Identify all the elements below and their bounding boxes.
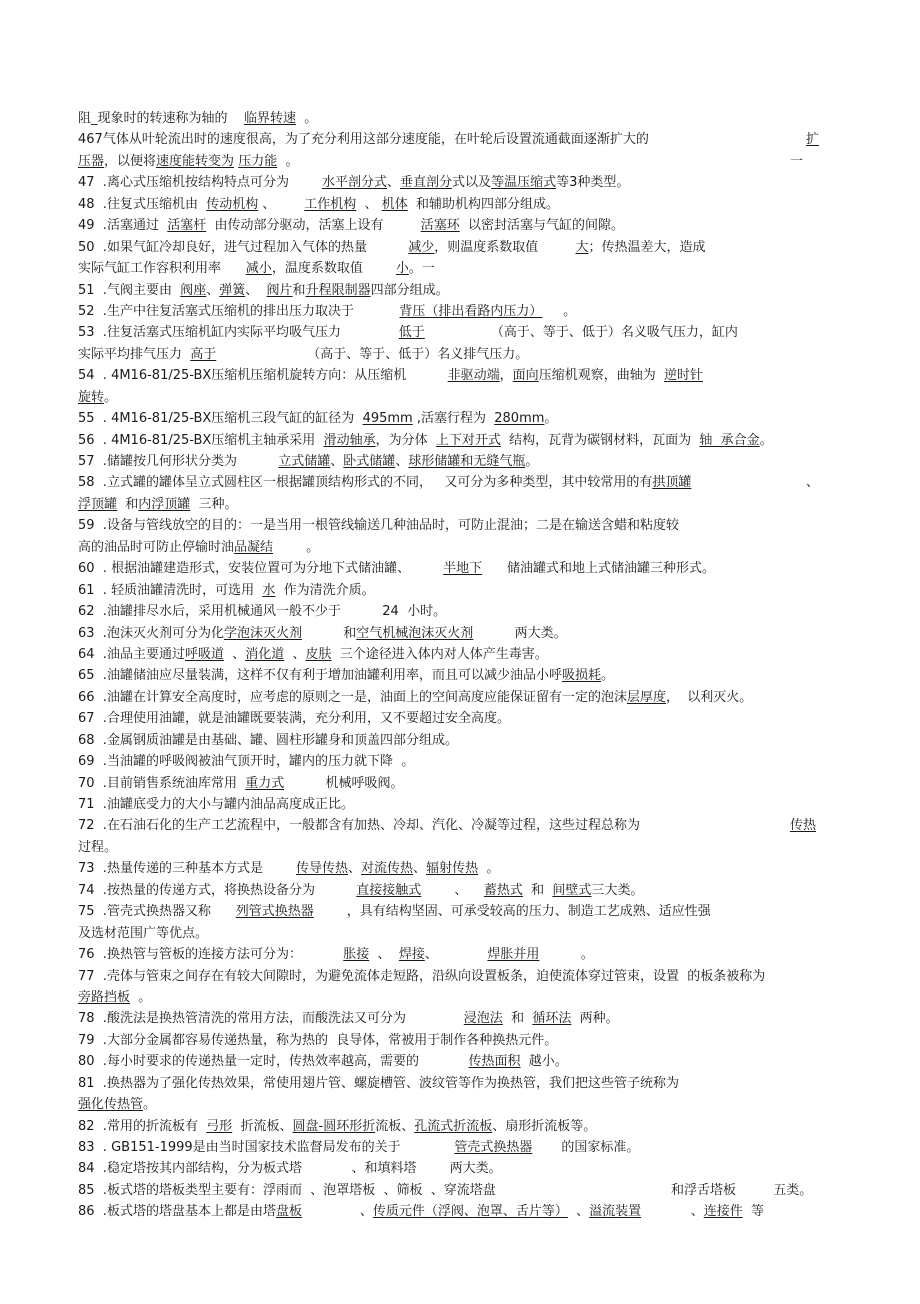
text-segment: 由传动部分驱动，活塞上设有: [206, 218, 421, 234]
text-segment: ,活塞行程为: [412, 411, 495, 427]
filled-answer: 压器: [78, 153, 105, 169]
text-segment: 55 . 4M16-81/25-BX压缩机三段气缸的缸径为: [78, 411, 363, 427]
text-segment: 77 .壳体与管束之间存在有较大间隙时，为避免流体走短路，沿纵向设置板条，迫使流体穿过管束，设置 的板条被称为: [78, 968, 766, 984]
text-segment: 。: [542, 303, 577, 319]
text-segment: 三大类。: [591, 882, 644, 898]
text-line: [78, 708, 830, 729]
text-segment: 66 .油罐在计算安全高度时，应考虑的原则之一是，油面上的空间高度应能保证留有一定的泡沫: [78, 689, 627, 705]
text-line: [78, 280, 830, 301]
text-segment: 以密封活塞与气缸的间隙。: [459, 218, 624, 234]
text-segment: 储油罐式和地上式储油罐三种形式。: [482, 561, 715, 577]
filled-answer: 浸泡法: [463, 1011, 503, 1027]
filled-answer: 盘板: [275, 1204, 302, 1220]
text-line: [78, 944, 830, 965]
filled-answer: 焊胀并用: [487, 947, 540, 963]
text-segment: 和浮舌塔板 五类。: [671, 1182, 813, 1198]
text-segment: 、: [387, 175, 401, 191]
filled-answer: 溢流装置: [589, 1204, 642, 1220]
text-line: [78, 1073, 830, 1094]
filled-answer: 呼吸道: [184, 646, 224, 662]
filled-answer: 背压（排出看路内压力）: [399, 303, 543, 319]
text-line: [78, 365, 830, 386]
text-line: [78, 301, 830, 322]
text-segment: 83 . GB151-1999是由当时国家技术监督局发布的关于: [78, 1140, 455, 1155]
text-segment: 三种。: [190, 496, 238, 512]
text-segment: 越小。: [520, 1054, 568, 1070]
text-segment: 、: [641, 1204, 704, 1220]
filled-answer: 消化道: [245, 646, 285, 662]
text-segment: 48 .往复式压缩机由: [78, 196, 207, 212]
text-segment: 57 .储罐按几何形状分类为: [78, 454, 279, 469]
text-segment: 三个途径进入体内对人体产生毒害。: [331, 646, 548, 662]
text-segment: 65 .油罐储油应尽量装满，这样不仅有利于增加油罐利用率，而且可以减少油品小呼: [78, 668, 562, 684]
filled-answer: 管壳式换热器: [454, 1140, 533, 1155]
text-segment: 、: [356, 196, 382, 212]
filled-answer: 传热: [790, 818, 817, 834]
text-segment: 。: [600, 668, 614, 684]
filled-answer: 层厚度: [626, 689, 666, 705]
text-segment: 、: [301, 1204, 373, 1220]
filled-answer: 胀接: [343, 947, 370, 963]
text-segment: 。: [130, 989, 152, 1005]
text-segment: （高于、等于、低于）名义排气压力。: [216, 346, 529, 362]
filled-answer: 升程限制器: [305, 282, 371, 298]
filled-answer: 高于: [190, 346, 217, 362]
filled-answer: 连接件: [703, 1204, 743, 1220]
filled-answer: 间壁式: [552, 882, 592, 898]
filled-answer: 传热面积: [468, 1054, 521, 1070]
text-line: [78, 623, 830, 644]
text-segment: 49 .活塞通过: [78, 218, 168, 234]
filled-answer: 传动机构: [206, 196, 259, 212]
text-segment: 的国家标准。: [532, 1140, 640, 1155]
text-segment: 59 .设备与管线放空的目的：一是当用一根管线输送几种油品时，可防止混油；二是在输送含蜡和粘度较: [78, 518, 679, 534]
text-segment: 结构，瓦背为碳钢材料，瓦面为: [500, 432, 700, 448]
text-segment: 、: [348, 861, 362, 877]
filled-answer: 活塞杆: [167, 218, 207, 234]
filled-answer: 辐射传热: [426, 861, 479, 877]
text-segment: 、: [567, 1204, 590, 1220]
text-line: [78, 472, 830, 493]
text-segment: 折流板、: [232, 1118, 293, 1134]
filled-answer: 旁路挡板: [78, 989, 131, 1005]
text-segment: 式以及: [452, 175, 492, 191]
text-segment: 。: [525, 454, 539, 469]
text-line: [78, 408, 830, 429]
text-line: [78, 1051, 830, 1072]
text-segment: 机械呼吸阀。: [284, 775, 404, 791]
filled-answer: 工作机构: [304, 196, 357, 212]
text-segment: 56 . 4M16-81/25-BX压缩机主轴承采用: [78, 432, 324, 448]
text-segment: 、: [369, 947, 399, 963]
text-line: [78, 1201, 830, 1222]
filled-answer: 蓄热式: [483, 882, 523, 898]
filled-answer: 495mm: [362, 411, 413, 427]
text-line: [78, 901, 830, 922]
text-segment: 和: [522, 882, 553, 898]
filled-answer: 垂直剖分: [400, 175, 453, 191]
filled-answer: 直接接触式: [356, 882, 422, 898]
text-segment: 高的油品时可防止停输时油: [78, 539, 235, 555]
filled-answer: 品凝结: [234, 539, 274, 555]
text-segment: 、: [284, 646, 306, 662]
text-line: [78, 1008, 830, 1029]
text-segment: 467气体从叶轮流出时的速度很高，为了充分利用这部分速度能，在叶轮后设置流通截面逐渐扩大的: [78, 132, 649, 148]
filled-answer: 循环法: [532, 1011, 572, 1027]
filled-answer: 强化传热管: [78, 1097, 144, 1113]
filled-answer: 上下对开式: [435, 432, 501, 448]
filled-answer: 机体: [381, 196, 408, 212]
text-line: [78, 172, 830, 193]
text-segment: 和: [301, 625, 357, 641]
text-segment: ，为分体: [375, 432, 436, 448]
filled-answer: 球形储罐和无缝气瓶: [408, 454, 526, 469]
filled-answer: 学泡沫灭火剂: [223, 625, 302, 641]
text-segment: 、: [258, 196, 305, 212]
text-segment: 84 .稳定塔按其内部结构，分为板式塔 、和填料塔 两大类。: [78, 1161, 502, 1177]
filled-answer: 等温压缩式: [491, 175, 557, 191]
filled-answer: 阀座: [180, 282, 207, 298]
filled-answer: 立式储罐: [278, 454, 331, 469]
text-line: [78, 215, 830, 236]
text-line: [78, 494, 830, 515]
text-segment: 及选材范围广等优点。: [78, 925, 209, 941]
text-line: [78, 773, 830, 794]
text-segment: 53 .往复活塞式压缩机缸内实际平均吸气压力: [78, 325, 399, 341]
filled-answer: 小: [395, 261, 409, 277]
text-line: [78, 1030, 830, 1051]
text-segment: 两大类。: [473, 625, 567, 641]
text-segment: 、: [395, 454, 409, 469]
text-segment: 等3种类型。: [556, 175, 630, 191]
text-line: [78, 387, 830, 408]
filled-answer: 逆时针: [663, 368, 703, 384]
filled-answer: 弓形: [206, 1118, 233, 1134]
text-segment: 。: [544, 411, 558, 427]
text-segment: 和: [292, 282, 306, 298]
filled-answer: 旋转: [78, 389, 105, 405]
text-segment: 52 .生产中往复活塞式压缩机的排出压力取决于: [78, 303, 400, 319]
text-segment: 63 .泡沫灭火剂可分为化: [78, 625, 224, 641]
text-segment: 和: [502, 1011, 533, 1027]
text-line: [78, 966, 830, 987]
text-segment: 实际平均排气压力: [78, 346, 191, 362]
text-segment: ， 以利灭火。: [665, 689, 753, 705]
filled-answer: 对流传热: [361, 861, 414, 877]
text-segment: 64 .油品主要通过: [78, 646, 185, 662]
text-line: [78, 151, 830, 172]
text-line: [78, 858, 830, 879]
text-segment: 78 .酸洗法是换热管清洗的常用方法，而酸洗法又可分为: [78, 1011, 464, 1027]
text-segment: ，温度系数取值: [271, 261, 396, 277]
filled-answer: 低于: [398, 325, 425, 341]
filled-answer: 卧式储罐: [343, 454, 396, 469]
text-segment: 76 .换热管与管板的连接方法可分为：: [78, 947, 344, 963]
text-segment: 、: [421, 882, 484, 898]
filled-answer: 弹簧: [219, 282, 246, 298]
text-segment: 75 .管壳式换热器又称: [78, 904, 236, 920]
filled-answer: 大: [575, 239, 589, 255]
text-segment: 74 .按热量的传递方式，将换热设备分为: [78, 882, 357, 898]
text-line: [78, 730, 830, 751]
text-line: [78, 108, 830, 129]
text-line: [78, 515, 830, 536]
text-line: [78, 794, 830, 815]
filled-answer: 拱顶罐: [652, 475, 692, 491]
text-segment: ，: [499, 368, 513, 384]
text-segment: 。: [273, 539, 320, 555]
filled-answer: 列管式换热器: [235, 904, 314, 920]
filled-answer: 速度能转变为: [156, 153, 235, 169]
text-segment: 实际气缸工作容积利用率: [78, 261, 246, 277]
text-segment: 。: [539, 947, 594, 963]
text-line: [78, 1180, 830, 1201]
text-line: [78, 837, 830, 858]
text-segment: 79 .大部分金属都容易传递热量，称为热的 良导体，常被用于制作各种换热元件。: [78, 1032, 558, 1048]
text-segment: 、: [223, 646, 246, 662]
text-segment: 、: [806, 475, 820, 491]
text-segment: 70 .目前销售系统油库常用: [78, 775, 246, 791]
text-line: [78, 558, 830, 579]
text-line: [78, 580, 830, 601]
text-line: [78, 537, 830, 558]
text-segment: ，以便将: [104, 153, 157, 169]
text-segment: 。一: [408, 261, 435, 277]
filled-answer: 浮顶罐: [78, 496, 118, 512]
text-line: [78, 923, 830, 944]
text-segment: 、扇形折流板等。: [492, 1118, 597, 1134]
filled-answer: 280mm: [494, 411, 545, 427]
text-segment: 51 .气阀主要由: [78, 282, 181, 298]
text-segment: 等: [742, 1204, 764, 1220]
filled-answer: 临界转速: [244, 111, 297, 126]
filled-answer: 轴 承合金: [699, 432, 760, 448]
text-segment: 、: [330, 454, 344, 469]
text-segment: 四部分组成。: [370, 282, 449, 298]
text-segment: 50 .如果气缸冷却良好，进气过程加入气体的热量: [78, 239, 409, 255]
text-segment: 两种。: [571, 1011, 619, 1027]
text-segment: 47 .离心式压缩机按结构特点可分为: [78, 175, 322, 191]
text-segment: 。: [277, 153, 299, 169]
filled-answer: 活塞环: [420, 218, 460, 234]
filled-answer: 圆盘-圆环形折: [292, 1118, 376, 1134]
filled-answer: 水: [262, 582, 276, 598]
text-segment: 68 .金属钢质油罐是由基础、罐、圆柱形罐身和顶盖四部分组成。: [78, 732, 458, 748]
filled-answer: 吸损耗: [561, 668, 601, 684]
text-line: [78, 644, 830, 665]
text-segment: 。: [759, 432, 773, 448]
filled-answer: 半地下: [443, 561, 483, 577]
text-segment: 67 .合理使用油罐，就是油罐既要装满，充分利用，又不要超过安全高度。: [78, 711, 510, 727]
text-segment: 作为清洗介质。: [275, 582, 375, 598]
filled-answer: 传质元件（浮阀、泡罩、舌片等）: [372, 1204, 568, 1220]
text-segment: 80 .每小时要求的传递热量一定时，传热效率越高，需要的: [78, 1054, 469, 1070]
filled-answer: 压力能: [238, 153, 278, 169]
text-segment: 85 .板式塔的塔板类型主要有：浮雨而 、泡罩塔板 、筛板 、穿流塔盘: [78, 1182, 496, 1198]
text-segment: 。: [104, 389, 118, 405]
filled-answer: 减小: [245, 261, 272, 277]
filled-answer: 空气机械泡沫灭火剂: [356, 625, 474, 641]
text-segment: 54 . 4M16-81/25-BX压缩机压缩机旋转方向：从压缩机: [78, 368, 448, 384]
text-segment: 82 .常用的折流板有: [78, 1118, 207, 1134]
text-line: [78, 129, 830, 150]
text-segment: 60 . 根据油罐建造形式，安装位置可为分地下式储油罐、: [78, 561, 444, 577]
text-line: [78, 322, 830, 343]
text-line: [78, 451, 830, 472]
text-line: [78, 665, 830, 686]
text-segment: 。: [478, 861, 500, 877]
text-segment: 、: [245, 282, 267, 298]
text-segment: 72 .在石油石化的生产工艺流程中，一般都含有加热、冷却、汽化、冷凝等过程，这些过程总称为: [78, 818, 640, 834]
text-segment: 69 .当油罐的呼吸阀被油气顶开时，罐内的压力就下降 。: [78, 754, 415, 770]
text-segment: （高于、等于、低于）名义吸气压力，缸内: [424, 325, 738, 341]
text-line: [78, 601, 830, 622]
text-segment: 、: [413, 861, 427, 877]
document-page: [78, 108, 830, 1223]
text-line: [78, 880, 830, 901]
filled-answer: 孔流式折流板: [414, 1118, 493, 1134]
text-segment: 62 .油罐排尽水后，采用机械通风一般不少于 24 小时。: [78, 604, 447, 620]
filled-answer: 非驱动端: [447, 368, 500, 384]
text-segment: 71 .油罐底受力的大小与罐内油品高度成正比。: [78, 797, 354, 812]
text-line: [78, 1116, 830, 1137]
filled-answer: 减少: [408, 239, 435, 255]
filled-answer: 皮肤: [305, 646, 332, 662]
filled-answer: 内浮顶罐: [138, 496, 191, 512]
filled-answer: 阀片: [266, 282, 293, 298]
text-segment: 压缩机观察，曲轴为: [538, 368, 664, 384]
text-segment: 81 .换热器为了强化传热效果，常使用翅片管、螺旋槽管、波纹管等作为换热管，我们把这些管子统称为: [78, 1075, 679, 1091]
text-segment: 阻_现象时的转速称为轴的: [78, 111, 245, 126]
text-segment: 和辅助机构四部分组成。: [407, 196, 559, 212]
text-line: [78, 344, 830, 365]
filled-answer: 传导传热: [296, 861, 349, 877]
filled-answer: 焊接: [398, 947, 425, 963]
text-line: [78, 1094, 830, 1115]
text-segment: 过程。: [78, 839, 118, 855]
filled-answer: 重力式: [245, 775, 285, 791]
text-segment: 流板、: [375, 1118, 415, 1134]
text-line: [78, 1158, 830, 1179]
text-segment: ，则温度系数取值: [434, 239, 576, 255]
text-line: [78, 1137, 830, 1158]
text-segment: 一: [790, 153, 804, 169]
filled-answer: 滑动轴承: [323, 432, 376, 448]
text-segment: 、: [206, 282, 220, 298]
text-line: [78, 430, 830, 451]
text-segment: 58 .立式罐的罐体呈立式圆柱区一根据罐顶结构形式的不同， 又可分为多种类型，其中较常用的有: [78, 475, 653, 491]
filled-answer: 扩: [806, 132, 820, 148]
text-segment: 、: [424, 947, 488, 963]
text-segment: 和: [117, 496, 139, 512]
text-line: [78, 258, 830, 279]
text-segment: ，具有结构坚固、可承受较高的压力、制造工艺成熟、适应性强: [313, 904, 711, 920]
text-segment: 61 . 轻质油罐清洗时，可选用: [78, 582, 263, 598]
text-line: [78, 987, 830, 1008]
filled-answer: 水平剖分式: [322, 175, 388, 191]
filled-answer: 面向: [512, 368, 539, 384]
text-line: [78, 237, 830, 258]
text-segment: ；传热温差大，造成: [588, 239, 706, 255]
text-line: [78, 687, 830, 708]
text-segment: 。: [296, 111, 318, 126]
text-line: [78, 751, 830, 772]
text-line: [78, 194, 830, 215]
text-segment: 。: [143, 1097, 157, 1113]
text-segment: 86 .板式塔的塔盘基本上都是由塔: [78, 1204, 276, 1220]
text-line: [78, 815, 830, 836]
text-segment: 73 .热量传递的三种基本方式是: [78, 861, 296, 877]
